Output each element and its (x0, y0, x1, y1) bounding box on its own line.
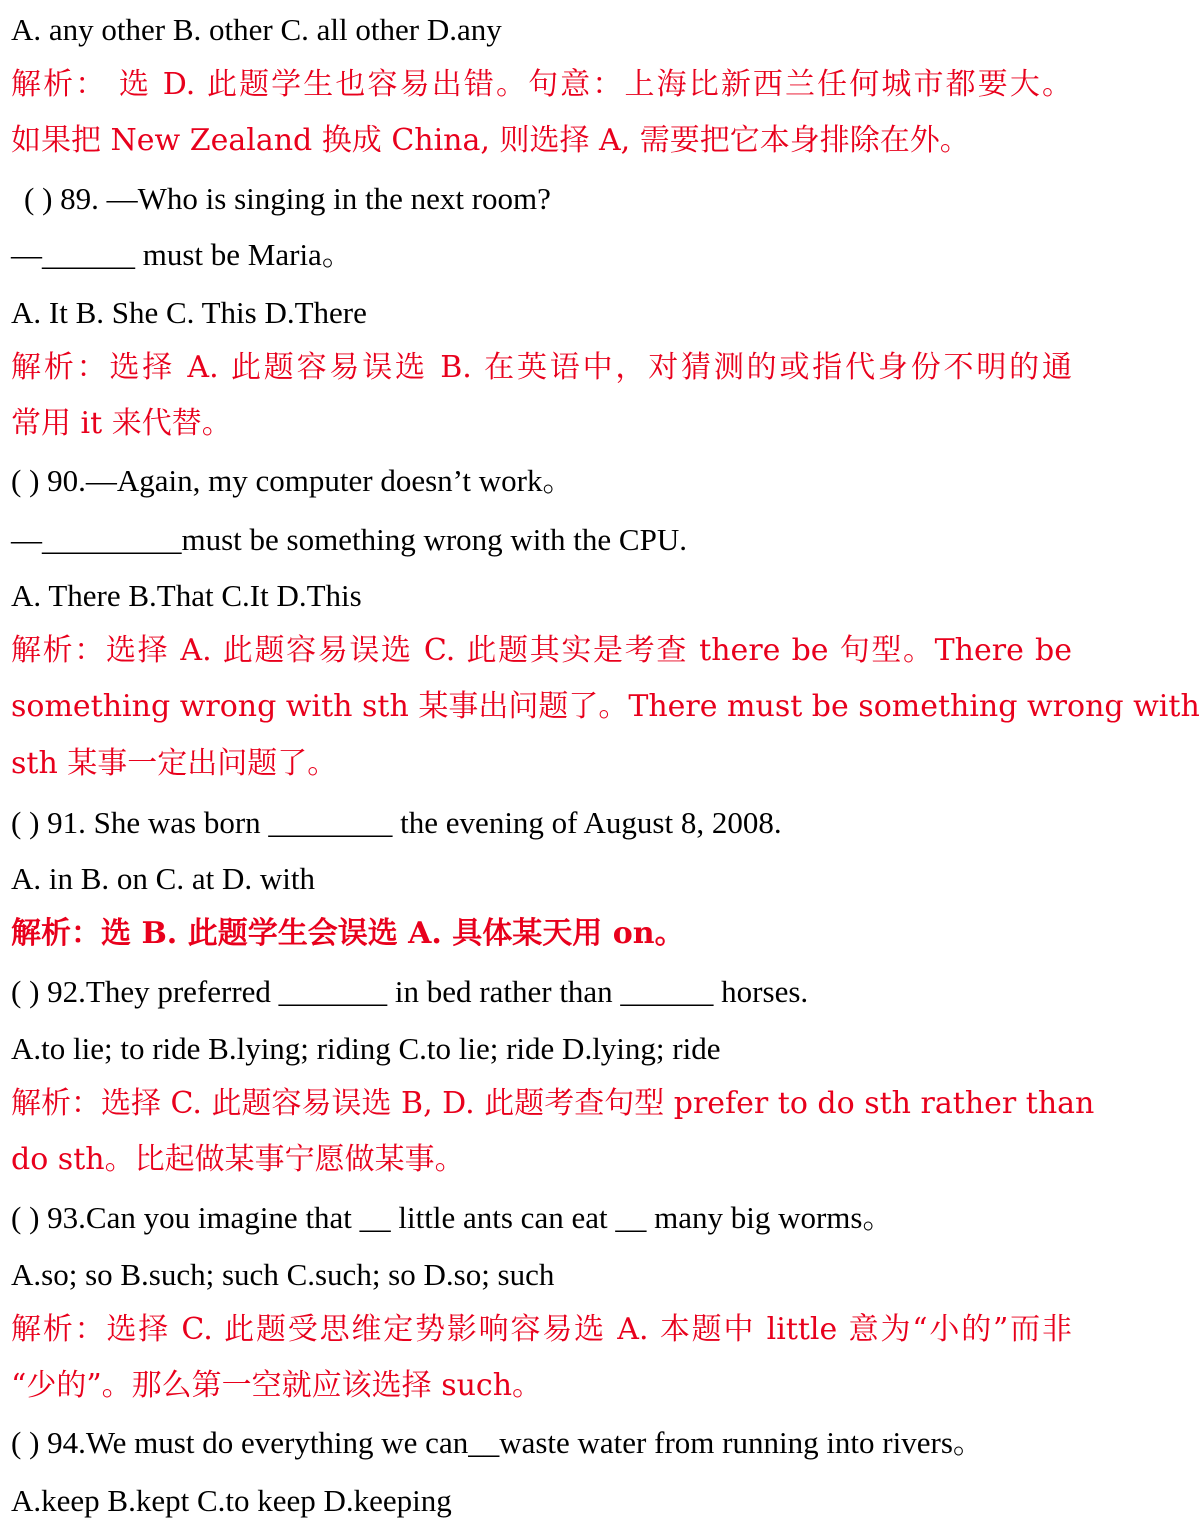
q94-options: A.keep B.kept C.to keep D.keeping (11, 1483, 452, 1518)
q90-analysis-line-3: sth 某事一定出问题了。 (11, 746, 338, 781)
q93-question: ( ) 93.Can you imagine that __ little ants can eat __ many big worms。 (11, 1200, 894, 1235)
q91-options: A. in B. on C. at D. with (11, 861, 315, 896)
q92-options: A.to lie; to ride B.lying; riding C.to lie; ride D.lying; ride (11, 1031, 721, 1066)
q89-analysis-line-1: 解析：选择 A. 此题容易误选 B. 在英语中，对猜测的或指代身份不明的通 (11, 350, 1072, 385)
q89-options: A. It B. She C. This D.There (11, 295, 367, 330)
q92-analysis-line-1: 解析：选择 C. 此题容易误选 B, D. 此题考查句型 prefer to do sth rather than (11, 1086, 1095, 1121)
q90-question: ( ) 90.—Again, my computer doesn’t work。 (11, 463, 574, 498)
q90-options: A. There B.That C.It D.This (11, 578, 362, 613)
q91-analysis: 解析：选 B. 此题学生会误选 A. 具体某天用 on。 (11, 916, 685, 951)
q93-analysis-line-1: 解析：选择 C. 此题受思维定势影响容易选 A. 本题中 little 意为“小的”而非 (11, 1312, 1072, 1347)
q90-analysis-line-2: something wrong with sth 某事出问题了。There must be something wrong with (11, 689, 1200, 724)
q93-options: A.so; so B.such; such C.such; so D.so; such (11, 1257, 555, 1292)
q88-options: A. any other B. other C. all other D.any (11, 12, 502, 47)
q92-question: ( ) 92.They preferred _______ in bed rather than ______ horses. (11, 974, 809, 1009)
q89-answer-blank: —______ must be Maria。 (11, 237, 353, 272)
q93-analysis-line-2: “少的”。那么第一空就应该选择 such。 (11, 1368, 543, 1403)
q89-analysis-line-2: 常用 it 来代替。 (11, 406, 232, 441)
q88-analysis-line-2: 如果把 New Zealand 换成 China, 则选择 A, 需要把它本身排除在外。 (11, 123, 970, 158)
q89-question: ( ) 89. —Who is singing in the next room? (24, 181, 551, 216)
q91-question: ( ) 91. She was born ________ the evening of August 8, 2008. (11, 805, 782, 840)
q90-answer-blank: —_________must be something wrong with the CPU. (11, 522, 687, 557)
q92-analysis-line-2: do sth。比起做某事宁愿做某事。 (11, 1142, 465, 1177)
q88-analysis-line-1: 解析： 选 D. 此题学生也容易出错。句意：上海比新西兰任何城市都要大。 (11, 67, 1072, 102)
q90-analysis-line-1: 解析：选择 A. 此题容易误选 C. 此题其实是考查 there be 句型。There be (11, 633, 1072, 668)
q94-question: ( ) 94.We must do everything we can__waste water from running into rivers。 (11, 1425, 984, 1460)
